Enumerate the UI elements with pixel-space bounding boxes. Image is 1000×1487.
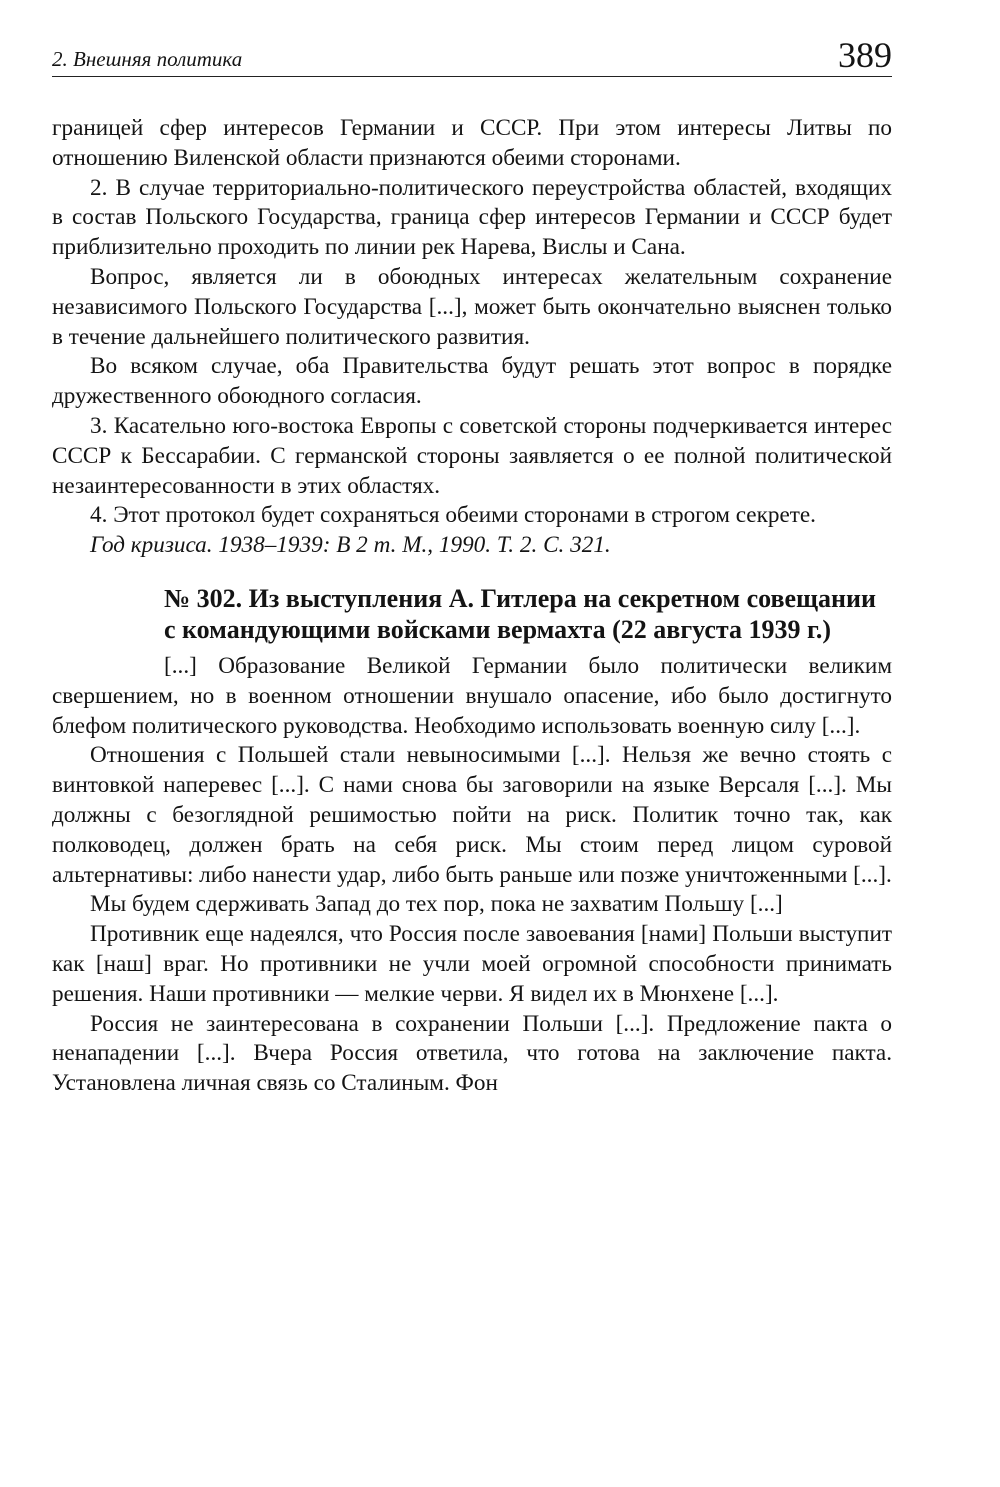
paragraph: Отношения с Польшей стали невыносимыми [...]. Нельзя же вечно стоять с винтовкой наперевес [...]. С нами снова бы заговорили на языке Версаля [...]. Мы должны с безоглядной решимостью пойти на риск. Политик точно так, как полководец, должен брать на себя риск. Мы стоим перед лицом суровой альтернативы: либо нанести удар, либо быть раньше или позже уничтоженными [...]. [52,742,892,888]
running-head [52,36,892,77]
paragraph: 4. Этот протокол будет сохраняться обеими сторонами в строгом секрете. [90,502,816,529]
section-title: 2. Внешняя политика [52,47,243,71]
source-citation: Год кризиса. 1938–1939: В 2 т. М., 1990. Т. 2. С. 321. [90,532,611,559]
paragraph: границей сфер интересов Германии и СССР. При этом интересы Литвы по отношению Виленской области признаются обеими сторонами. [52,115,892,171]
page-number: 389 [838,35,892,75]
paragraph: Противник еще надеялся, что Россия после завоевания [нами] Польши выступит как [наш] враг. Но противники не учли моей огромной способности принимать решения. Наши противники — мелкие черви. Я видел их в Мюнхене [...]. [52,921,892,1007]
paragraph: Россия не заинтересована в сохранении Польши [...]. Предложение пакта о ненападении [...]. Вчера Россия ответила, что готова на заключение пакта. Установлена личная связь со Сталиным. Фон [52,1010,892,1097]
paragraph: Вопрос, является ли в обоюдных интересах желательным сохранение независимого Польского Государства [...], может быть окончательно выяснен только в течение дальнейшего политического развития. [52,263,892,350]
paragraph: [...] Образование Великой Германии было политически великим свершением, но в военном отношении внушало опасение, ибо было достигнуто блефом политического руководства. Необходимо использовать военную силу [...]. [52,652,892,739]
paragraph: Во всяком случае, оба Правительства будут решать этот вопрос в порядке дружественного обоюдного согласия. [52,353,892,410]
page-body [52,114,892,1099]
document-heading: № 302. Из выступления А. Гитлера на секретном совещании с командующими войсками вермахта (22 августа 1939 г.) [164,583,876,644]
paragraph: Мы будем сдерживать Запад до тех пор, пока не захватим Польшу [...] [90,891,783,918]
paragraph: 3. Касательно юго-востока Европы с советской стороны подчеркивается интерес СССР к Бессарабии. С германской стороны заявляется о ее полной политической незаинтересованности в этих областях. [52,412,892,499]
paragraph: 2. В случае территориально-политического переустройства областей, входящих в состав Польского Государства, граница сфер интересов Германии и СССР будет приблизительно проходить по линии рек Нарева, Вислы и Сана. [52,174,892,261]
